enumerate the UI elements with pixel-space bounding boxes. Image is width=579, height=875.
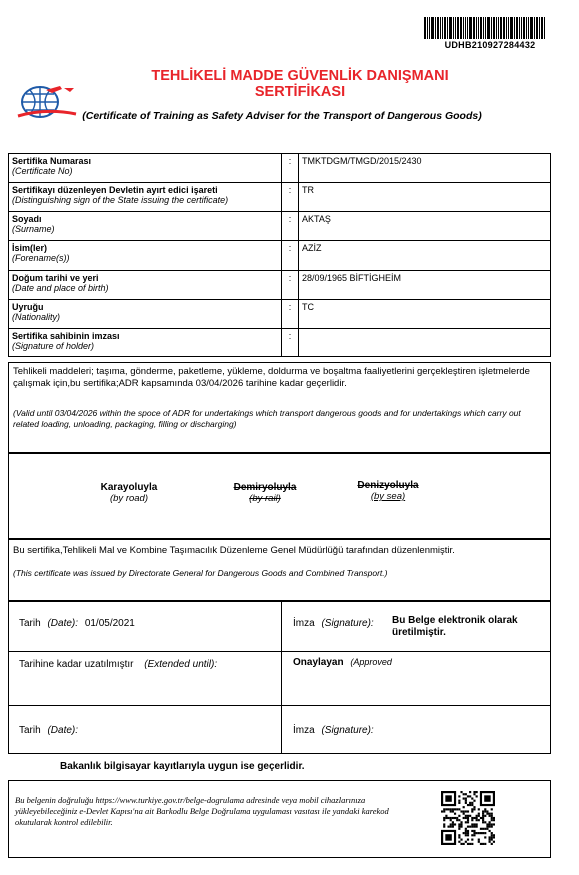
nationality-value: TC bbox=[299, 300, 551, 329]
signatures-section bbox=[8, 600, 551, 754]
date2-label-en: (Date): bbox=[47, 725, 79, 736]
approved-by bbox=[293, 657, 392, 668]
date-label: Tarih bbox=[19, 618, 41, 629]
title-line-2: SERTİFİKASI bbox=[254, 84, 346, 100]
field-row bbox=[9, 329, 551, 357]
mode-rail bbox=[205, 482, 325, 504]
field-label-en: (Date and place of birth) bbox=[12, 283, 109, 293]
field-label: Doğum tarihi ve yeri bbox=[12, 273, 99, 283]
field-row bbox=[9, 300, 551, 329]
field-label: Sertifika sahibinin imzası bbox=[12, 331, 120, 341]
mode-sea bbox=[328, 480, 448, 502]
mode-rail-label: Demiryoluyla bbox=[233, 482, 297, 493]
signature-1 bbox=[293, 618, 374, 629]
verification-box bbox=[8, 780, 551, 858]
field-colon: : bbox=[282, 329, 299, 357]
field-colon: : bbox=[282, 154, 299, 183]
mode-rail-label-en: (by rail) bbox=[249, 493, 281, 504]
field-label: Uyruğu bbox=[12, 302, 44, 312]
signature-2 bbox=[293, 725, 374, 736]
field-label: Sertifika Numarası bbox=[12, 156, 92, 166]
state-sign-value: TR bbox=[299, 183, 551, 212]
renewal-date bbox=[19, 725, 78, 736]
extended-label-en: (Extended until): bbox=[144, 659, 218, 670]
holder-signature-value bbox=[299, 329, 551, 357]
field-row bbox=[9, 212, 551, 241]
qr-code-icon[interactable] bbox=[441, 791, 495, 845]
mode-road-label-en: (by road) bbox=[109, 493, 148, 504]
field-row bbox=[9, 271, 551, 300]
mode-road-label: Karayoluyla bbox=[100, 482, 158, 493]
validity-text: Tehlikeli maddeleri; taşıma, gönderme, paketleme, yükleme, doldurma ve boşaltma faaliyetlerini gerçekleştiren işletmelerde çalışmak için,bu sertifika;ADR kapsamında 03/04/2026 tarihine kadar geçerlidir. bbox=[13, 366, 530, 389]
surname-value: AKTAŞ bbox=[299, 212, 551, 241]
date2-label: Tarih bbox=[19, 725, 41, 736]
certificate-subtitle: (Certificate of Training as Safety Adviser for the Transport of Dangerous Goods) bbox=[82, 110, 482, 122]
mode-sea-label: Denizyoluyla bbox=[357, 480, 419, 491]
issued-text-en: (This certificate was issued by Directorate General for Dangerous Goods and Combined Transport.) bbox=[13, 568, 388, 578]
signature2-label: İmza bbox=[293, 725, 315, 736]
field-label-en: (Signature of holder) bbox=[12, 341, 95, 351]
issued-text: Bu sertifika,Tehlikeli Mal ve Kombine Taşımacılık Düzenleme Genel Müdürlüğü tarafından düzenlenmiştir. bbox=[13, 545, 455, 556]
issue-date bbox=[19, 618, 135, 629]
field-label: Sertifikayı düzenleyen Devletin ayırt edici işareti bbox=[12, 185, 218, 195]
field-row bbox=[9, 183, 551, 212]
signature-label-en: (Signature): bbox=[321, 618, 374, 629]
validity-footer-note: Bakanlık bilgisayar kayıtlarıyla uygun ise geçerlidir. bbox=[60, 761, 305, 772]
field-label: İsim(ler) bbox=[12, 243, 48, 253]
certificate-fields-table bbox=[8, 153, 551, 357]
field-colon: : bbox=[282, 271, 299, 300]
field-colon: : bbox=[282, 300, 299, 329]
field-label: Soyadı bbox=[12, 214, 42, 224]
verification-text: Bu belgenin doğruluğu https://www.turkiye.gov.tr/belge-dogrulama adresinde veya mobil cihazlarınıza yükleyebileceğiniz e-Devlet Kapısı'na ait Barkodlu Belge Doğrulama uygulaması vasıtası ile yandaki karekod okutularak kontrol edilebilir. bbox=[15, 795, 389, 827]
signature-label: İmza bbox=[293, 618, 315, 629]
electronic-note: Bu Belge elektronik olarak üretilmiştir. bbox=[392, 615, 518, 638]
certificate-number-value: TMKTDGM/TMGD/2015/2430 bbox=[299, 154, 551, 183]
field-label-en: (Forename(s)) bbox=[12, 253, 70, 263]
signature2-label-en: (Signature): bbox=[321, 725, 374, 736]
field-colon: : bbox=[282, 241, 299, 271]
certificate-title bbox=[80, 68, 520, 100]
validity-section bbox=[8, 362, 551, 454]
forename-value: AZİZ bbox=[299, 241, 551, 271]
barcode bbox=[424, 17, 552, 39]
mode-sea-label-en: (by sea) bbox=[370, 491, 406, 502]
approved-label: Onaylayan bbox=[293, 657, 344, 668]
ministry-logo bbox=[16, 78, 78, 124]
mode-road bbox=[69, 482, 189, 504]
field-colon: : bbox=[282, 212, 299, 241]
barcode-number: UDHB210927284432 bbox=[444, 40, 536, 50]
transport-modes-section bbox=[8, 452, 551, 540]
extended-until bbox=[19, 659, 217, 670]
field-colon: : bbox=[282, 183, 299, 212]
field-label-en: (Distinguishing sign of the State issuing the certificate) bbox=[12, 195, 229, 205]
field-label-en: (Nationality) bbox=[12, 312, 61, 322]
field-row bbox=[9, 241, 551, 271]
field-label-en: (Surname) bbox=[12, 224, 55, 234]
extended-label: Tarihine kadar uzatılmıştır bbox=[19, 659, 134, 670]
title-line-1: TEHLİKELİ MADDE GÜVENLİK DANIŞMANI bbox=[151, 68, 449, 84]
date-label-en: (Date): bbox=[47, 618, 79, 629]
issued-section bbox=[8, 538, 551, 602]
field-row bbox=[9, 154, 551, 183]
field-label-en: (Certificate No) bbox=[12, 166, 73, 176]
birth-value: 28/09/1965 BİFTİGHEİM bbox=[299, 271, 551, 300]
approved-label-en: (Approved bbox=[350, 657, 392, 667]
validity-text-en: (Valid until 03/04/2026 within the spoce of ADR for undertakings which transport dangerous goods and for undertakings which carry out related loading, unloading, packaging, filling or discharging) bbox=[13, 408, 521, 429]
date-value: 01/05/2021 bbox=[84, 618, 135, 629]
